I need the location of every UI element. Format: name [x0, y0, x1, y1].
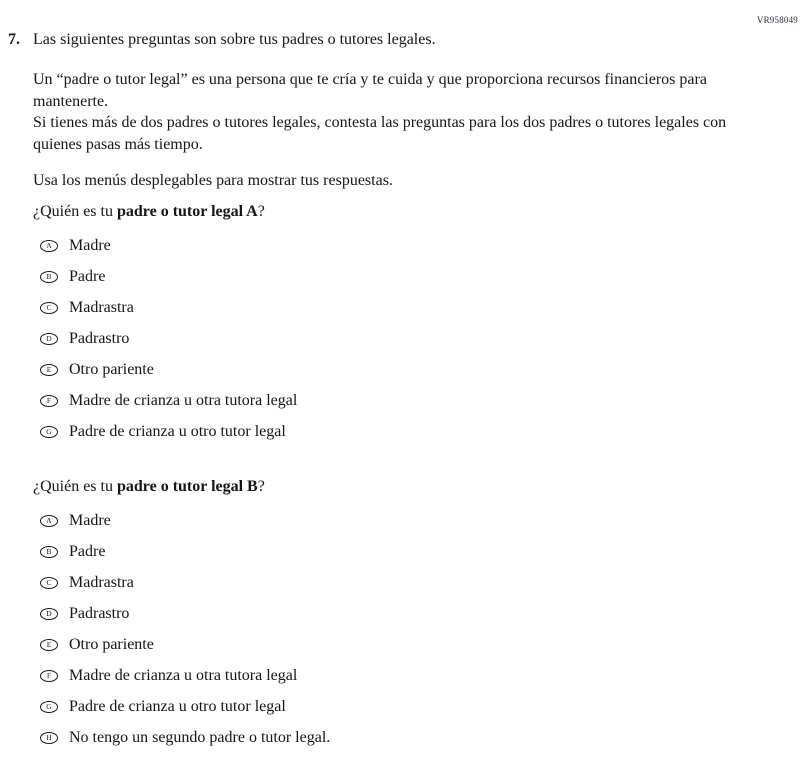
option-row-a-d[interactable]: [33, 323, 743, 354]
option-label: Padre de crianza u otro tutor legal: [69, 698, 286, 715]
answer-oval-icon[interactable]: F: [40, 670, 58, 682]
answer-oval-icon[interactable]: A: [40, 515, 58, 527]
answer-oval-icon[interactable]: G: [40, 426, 58, 438]
subquestion-b-options: [33, 506, 743, 754]
answer-oval-icon[interactable]: B: [40, 546, 58, 558]
option-label: Otro pariente: [69, 360, 154, 378]
subquestion-a-title-suffix: ?: [257, 202, 265, 220]
option-row-b-b[interactable]: [33, 537, 743, 568]
answer-oval-icon[interactable]: E: [40, 639, 58, 651]
option-label: Otro pariente: [69, 636, 154, 653]
question-content: [33, 69, 743, 754]
option-label: Madre de crianza u otra tutora legal: [69, 667, 298, 684]
question-7-row: [8, 0, 807, 50]
option-row-a-f[interactable]: [33, 385, 743, 416]
option-row-a-e[interactable]: [33, 354, 743, 385]
answer-oval-icon[interactable]: C: [40, 577, 58, 589]
intro-paragraph-definition: Un “padre o tutor legal” es una persona que te cría y te cuida y que proporciona recursos financieros para mantenerte.: [33, 71, 707, 110]
question-stem: Las siguientes preguntas son sobre tus padres o tutores legales.: [33, 31, 436, 48]
option-label: Padre de crianza u otro tutor legal: [69, 422, 286, 440]
option-label: Padrastro: [69, 605, 130, 622]
option-row-b-f[interactable]: [33, 661, 743, 692]
option-row-a-a[interactable]: [33, 230, 743, 261]
answer-oval-icon[interactable]: D: [40, 608, 58, 620]
dropdown-instruction: Usa los menús desplegables para mostrar tus respuestas.: [33, 172, 393, 189]
intro-paragraph-more-than-two: Si tienes más de dos padres o tutores legales, contesta las preguntas para los dos padres o tutores legales con quienes pasas más tiempo.: [33, 114, 727, 153]
option-label: Padrastro: [69, 329, 130, 347]
option-row-a-c[interactable]: [33, 292, 743, 323]
option-label: Madrastra: [69, 574, 134, 591]
subquestion-b-title-bold: padre o tutor legal B: [116, 478, 258, 495]
option-row-b-d[interactable]: [33, 599, 743, 630]
subquestion-a-options: [33, 230, 743, 447]
option-label: Padre: [69, 267, 106, 285]
option-label: Madre: [69, 512, 111, 529]
option-row-b-a[interactable]: [33, 506, 743, 537]
option-label: Madrastra: [69, 298, 134, 316]
subquestion-a-title-bold: padre o tutor legal A: [116, 202, 258, 220]
option-label: No tengo un segundo padre o tutor legal.: [69, 729, 331, 746]
option-label: Padre: [69, 543, 106, 560]
intro-paragraphs: [33, 69, 733, 155]
option-row-b-e[interactable]: [33, 630, 743, 661]
option-row-a-g[interactable]: [33, 416, 743, 447]
question-number: 7.: [8, 31, 20, 48]
option-label: Madre: [69, 236, 111, 254]
answer-oval-icon[interactable]: F: [40, 395, 58, 407]
answer-oval-icon[interactable]: G: [40, 701, 58, 713]
accession-code: VR958049: [756, 15, 798, 25]
answer-oval-icon[interactable]: E: [40, 364, 58, 376]
subquestion-a-title: [33, 201, 743, 223]
subquestion-a: [33, 201, 743, 448]
answer-oval-icon[interactable]: D: [40, 333, 58, 345]
answer-oval-icon[interactable]: C: [40, 302, 58, 314]
subquestion-b: [33, 476, 743, 754]
subquestion-b-title-prefix: ¿Quién es tu: [33, 478, 117, 495]
option-label: Madre de crianza u otra tutora legal: [69, 391, 298, 409]
option-row-b-h[interactable]: [33, 723, 743, 754]
subquestion-b-title: [33, 476, 743, 498]
option-row-b-c[interactable]: [33, 568, 743, 599]
answer-oval-icon[interactable]: B: [40, 271, 58, 283]
option-row-a-b[interactable]: [33, 261, 743, 292]
option-row-b-g[interactable]: [33, 692, 743, 723]
answer-oval-icon[interactable]: A: [40, 240, 58, 252]
subquestion-a-title-prefix: ¿Quién es tu: [33, 202, 117, 220]
subquestion-b-title-suffix: ?: [257, 478, 265, 495]
answer-oval-icon[interactable]: H: [40, 732, 58, 744]
